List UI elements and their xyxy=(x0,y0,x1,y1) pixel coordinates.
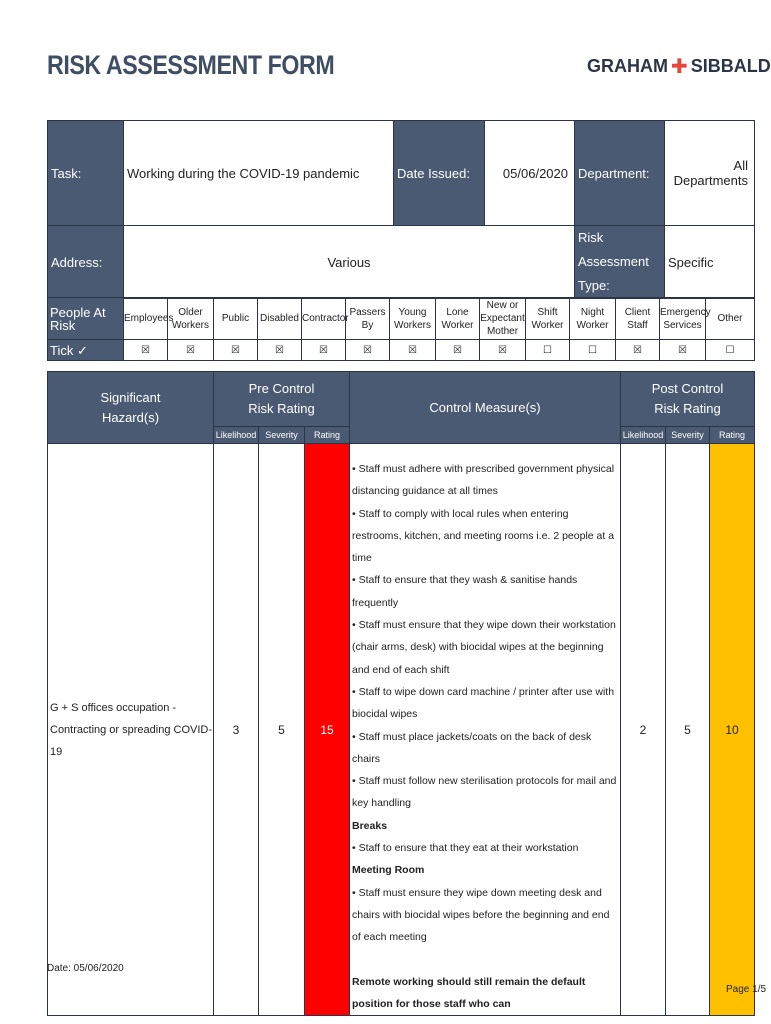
people-column-label: Young Workers xyxy=(390,298,436,340)
post-likelihood-value: 2 xyxy=(621,444,666,1016)
breaks-heading: Breaks xyxy=(352,819,388,832)
people-checkbox[interactable]: ☒ xyxy=(660,340,706,361)
hazard-description: G + S offices occupation - Contracting or spreading COVID-19 xyxy=(48,444,214,1016)
date-issued-value: 05/06/2020 xyxy=(485,121,575,226)
significant-hazards-label: Significant Hazard(s) xyxy=(100,389,161,425)
task-label: Task: xyxy=(48,121,124,226)
people-column-label: Disabled xyxy=(258,298,302,340)
people-checkbox[interactable]: ☒ xyxy=(214,340,258,361)
address-value: Various xyxy=(124,226,575,299)
control-measure-item: • Staff must follow new sterilisation protocols for mail and key handling xyxy=(352,775,617,810)
risk-assessment-type-label: Risk Assessment Type: xyxy=(575,226,665,299)
post-severity-value: 5 xyxy=(666,444,710,1016)
meeting-room-heading: Meeting Room xyxy=(352,864,425,877)
people-column-label: Older Workers xyxy=(168,298,214,340)
control-measures-list xyxy=(352,458,618,815)
hazard-table xyxy=(47,371,755,1016)
people-checkbox[interactable]: ☒ xyxy=(616,340,660,361)
pre-likelihood-value: 3 xyxy=(214,444,259,1016)
control-measure-item: • Staff to ensure that they wash & sanitise hands frequently xyxy=(352,574,578,609)
people-checkbox[interactable]: ☒ xyxy=(436,340,480,361)
pre-likelihood-header: Likelihood xyxy=(214,427,259,444)
people-checkbox[interactable]: ☐ xyxy=(570,340,616,361)
pre-severity-value: 5 xyxy=(259,444,305,1016)
people-column-label: New or Expectant Mother xyxy=(480,298,526,340)
post-severity-header: Severity xyxy=(666,427,710,444)
table-row xyxy=(48,444,755,1016)
control-measure-item: • Staff must place jackets/coats on the back of desk chairs xyxy=(352,730,592,765)
pre-rating-header: Rating xyxy=(305,427,350,444)
people-checkbox[interactable]: ☒ xyxy=(302,340,346,361)
post-likelihood-header: Likelihood xyxy=(621,427,666,444)
people-checkbox[interactable]: ☒ xyxy=(168,340,214,361)
post-rating-value: 10 xyxy=(710,444,755,1016)
meeting-room-measure: • Staff must ensure they wipe down meeting desk and chairs with biocidal wipes before the beginning and end of each meeting xyxy=(352,886,610,944)
people-column-label: Passers By xyxy=(346,298,390,340)
address-label: Address: xyxy=(48,226,124,299)
post-control-label: Post Control Risk Rating xyxy=(651,381,724,416)
post-rating-header: Rating xyxy=(710,427,755,444)
risk-assessment-type-value: Specific xyxy=(665,226,755,299)
control-measures-cell xyxy=(350,444,621,1016)
people-checkbox[interactable]: ☐ xyxy=(526,340,570,361)
people-column-label: Public xyxy=(214,298,258,340)
people-column-label: Shift Worker xyxy=(526,298,570,340)
people-column-label: Night Worker xyxy=(570,298,616,340)
control-measure-item: • Staff to comply with local rules when entering restrooms, kitchen, and meeting rooms i.e. 2 people at a time xyxy=(352,507,615,565)
pre-rating-value: 15 xyxy=(305,444,350,1016)
post-control-header xyxy=(621,372,755,427)
task-info-table xyxy=(47,120,755,299)
pre-control-label: Pre Control Risk Rating xyxy=(248,381,315,416)
date-issued-label: Date Issued: xyxy=(394,121,485,226)
people-checkbox[interactable]: ☐ xyxy=(706,340,755,361)
people-column-label: Employees xyxy=(124,298,168,340)
company-logo xyxy=(587,54,771,78)
people-column-label: Contractor xyxy=(302,298,346,340)
department-label: Department: xyxy=(575,121,665,226)
pre-control-header xyxy=(214,372,350,427)
logo-text-right: SIBBALD xyxy=(690,55,771,76)
page-title: RISK ASSESSMENT FORM xyxy=(47,50,335,80)
people-checkbox[interactable]: ☒ xyxy=(346,340,390,361)
people-at-risk-table xyxy=(47,297,755,361)
people-column-label: Emergency Services xyxy=(660,298,706,340)
people-checkbox[interactable]: ☒ xyxy=(480,340,526,361)
breaks-measure: • Staff to ensure that they eat at their workstation xyxy=(352,842,579,855)
footer-date: Date: 05/06/2020 xyxy=(47,963,124,974)
people-column-label: Other xyxy=(706,298,755,340)
people-at-risk-label: People At Risk xyxy=(48,298,124,340)
cross-icon: ✚ xyxy=(671,55,688,78)
people-column-label: Client Staff xyxy=(616,298,660,340)
remote-working-note: Remote working should still remain the default position for those staff who can xyxy=(352,975,586,1010)
control-measure-item: • Staff to wipe down card machine / printer after use with biocidal wipes xyxy=(352,685,615,721)
tick-label: Tick ✓ xyxy=(48,340,124,361)
people-column-label: Lone Worker xyxy=(436,298,480,340)
task-value: Working during the COVID-19 pandemic xyxy=(124,121,394,226)
logo-text-left: GRAHAM xyxy=(587,55,668,76)
significant-hazards-header xyxy=(48,372,214,444)
page-number: Page 1/5 xyxy=(726,984,767,995)
department-value: All Departments xyxy=(665,121,755,226)
control-measure-item: • Staff must adhere with prescribed government physical distancing guidance at all times xyxy=(352,463,615,498)
control-measure-item: • Staff must ensure that they wipe down their workstation (chair arms, desk) with biocidal wipes at the beginning and end of each shift xyxy=(352,619,616,676)
pre-severity-header: Severity xyxy=(259,427,305,444)
people-checkbox[interactable]: ☒ xyxy=(124,340,168,361)
control-measures-header: Control Measure(s) xyxy=(350,372,621,444)
people-checkbox[interactable]: ☒ xyxy=(390,340,436,361)
people-checkbox[interactable]: ☒ xyxy=(258,340,302,361)
